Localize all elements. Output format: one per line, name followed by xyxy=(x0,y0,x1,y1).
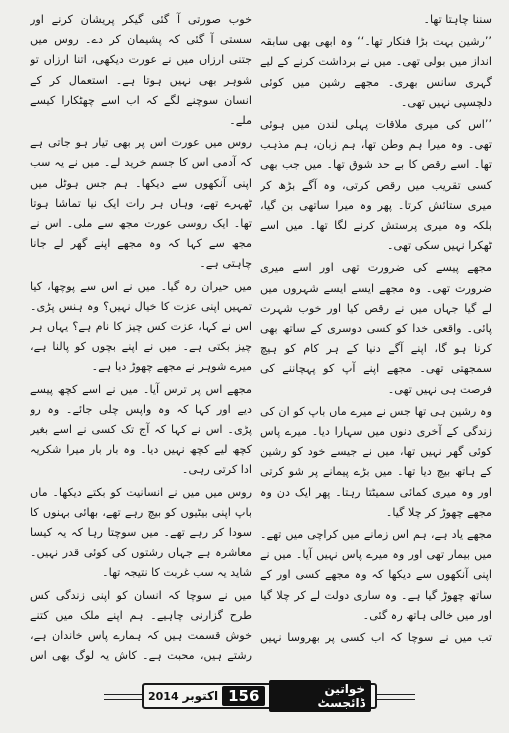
paragraph: خوب صورتی آ گئی گیکر پریشان کرنے اور سستی آ گئی کہ پشیمان کر دے۔ روس میں جتنی ارزاں میں نے عورت دیکھی، اتنا ارزاں تو شوہر بھی نہیں ہوتا ہے۔ استعمال کر کے انسان سوچنے لگے کہ اب اسے چھٹکارا کیسے ملے۔ xyxy=(30,13,252,128)
paragraph: مجھے اس پر ترس آیا۔ میں نے اسے کچھ پیسے دیے اور کہا کہ وہ واپس چلی جائے۔ وہ رو پڑی۔ اس نے کہا کہ آج تک کسی نے اسے بغیر کچھ لیے کچھ نہیں دیا۔ وہ بار بار میرا شکریہ ادا کرتی رہی۔ xyxy=(30,382,252,477)
footer-ornament-left xyxy=(104,694,142,700)
page-number: 156 xyxy=(222,686,265,706)
issue-year: 2014 xyxy=(148,689,179,703)
issue-month: اکتوبر xyxy=(182,689,219,703)
magazine-name: خواتین ڈائجسٹ xyxy=(269,680,371,712)
footer-banner xyxy=(142,683,377,709)
paragraph: مجھے یاد ہے، ہم اس زمانے میں کراچی میں تھے۔ میں بیمار تھی اور وہ میرے پاس نہیں آیا۔ میں نے اپنی آنکھوں سے دیکھا کہ وہ مجھے کسی اور کے ساتھ چھوڑ گیا ہے۔ وہ ساری دولت لے کر چلا گیا اور میں خالی ہاتھ رہ گئی۔ xyxy=(260,528,492,622)
paragraph: روس میں عورت اس پر بھی تیار ہو جاتی ہے کہ آدمی اس کا جسم خرید لے۔ میں نے یہ سب اپنی آنکھوں سے دیکھا۔ ہم جس ہوٹل میں ٹھہرے تھے، وہاں ہر رات ایک نیا تماشا ہوتا تھا۔ ایک روسی عورت مجھ سے ملی۔ اس نے مجھ سے کہا کہ وہ مجھے اپنے گھر لے جانا چاہتی ہے۔ xyxy=(30,136,252,271)
page-footer xyxy=(0,683,509,713)
paragraph: وہ رشین ہی تھا جس نے میرے ماں باپ کو ان کی زندگی کے آخری دنوں میں سہارا دیا۔ میرے پاس کوئی گھر نہیں تھا، میں نے جیسے خود کو رشین کے ہاتھ بیچ دیا تھا۔ میں بڑے پیمانے پر شو کرتی اور وہ میری کمائی سمیٹتا رہتا۔ پھر ایک دن وہ مجھے چھوڑ کر چلا گیا۔ xyxy=(260,404,492,519)
text-column-right xyxy=(260,10,492,650)
paragraph: ’’رشین بہت بڑا فنکار تھا۔‘‘ وہ ابھی بھی سابقہ انداز میں بولی تھی۔ میں نے برداشت کرنے کے لیے گہری سانس بھری۔ مجھے رشین میں کوئی دلچسپی نہیں تھی۔ xyxy=(260,35,492,109)
paragraph: تب میں نے سوچا کہ اب کسی پر بھروسا نہیں xyxy=(260,631,492,645)
paragraph: میں حیران رہ گیا۔ میں نے اس سے پوچھا، کیا تمہیں اپنی عزت کا خیال نہیں؟ وہ ہنس پڑی۔ اس نے کہا، عزت کس چیز کا نام ہے؟ یہاں ہر چیز بکتی ہے۔ میں نے اپنے بچوں کو پالنا ہے، میرے شوہر نے مجھے چھوڑ دیا ہے۔ xyxy=(30,279,252,374)
paragraph: سننا چاہتا تھا۔ xyxy=(423,13,492,26)
paragraph: مجھے پیسے کی ضرورت تھی اور اسے میری ضرورت تھی۔ وہ مجھے ایسے ایسے شہروں میں لے گیا جہاں میں نے رقص کیا اور خوب شہرت پائی۔ واقعی خدا کو کسی دوسری کے ساتھ بھی کرنا ہو گا، اپنے آگے دنیا کے ہر کام کو ہیچ سمجھتی تھی۔ مجھے اپنے آپ کو پہچاننے کی فرصت ہی نہیں تھی۔ xyxy=(260,261,492,396)
text-column-left xyxy=(30,10,252,665)
paragraph: میں نے سوچا کہ انسان کو اپنی زندگی کس طرح گزارنی چاہیے۔ ہم اپنے ملک میں کتنے خوش قسمت ہیں کہ ہمارے پاس خاندان ہے، رشتے ہیں، محبت ہے۔ کاش یہ لوگ بھی اس xyxy=(30,588,252,663)
paragraph: ’’اس کی میری ملاقات پہلی لندن میں ہوئی تھی۔ وہ میرا ہم وطن تھا، ہم زبان، ہم مذہب تھا۔ اسے رقص کا بے حد شوق تھا۔ میں جب بھی کسی تقریب میں رقص کرتی، وہ آگے بڑھ کر میری ستائش کرتا۔ پھر وہ میرا ساتھی بن گیا، بلکہ وہ میری پرستش کرنے لگا تھا۔ میں اسے ٹھکرا نہیں سکی تھی۔ xyxy=(260,118,492,253)
footer-ornament-right xyxy=(377,694,415,700)
paragraph: روس میں میں نے انسانیت کو بکتے دیکھا۔ ماں باپ اپنی بیٹیوں کو بیچ رہے تھے، بھائی بہنوں کا سودا کر رہے تھے۔ میں سوچتا رہا کہ یہ کیسا معاشرہ ہے جہاں رشتوں کی کوئی قدر نہیں۔ شاید یہ سب غربت کا نتیجہ تھا۔ xyxy=(30,485,252,580)
